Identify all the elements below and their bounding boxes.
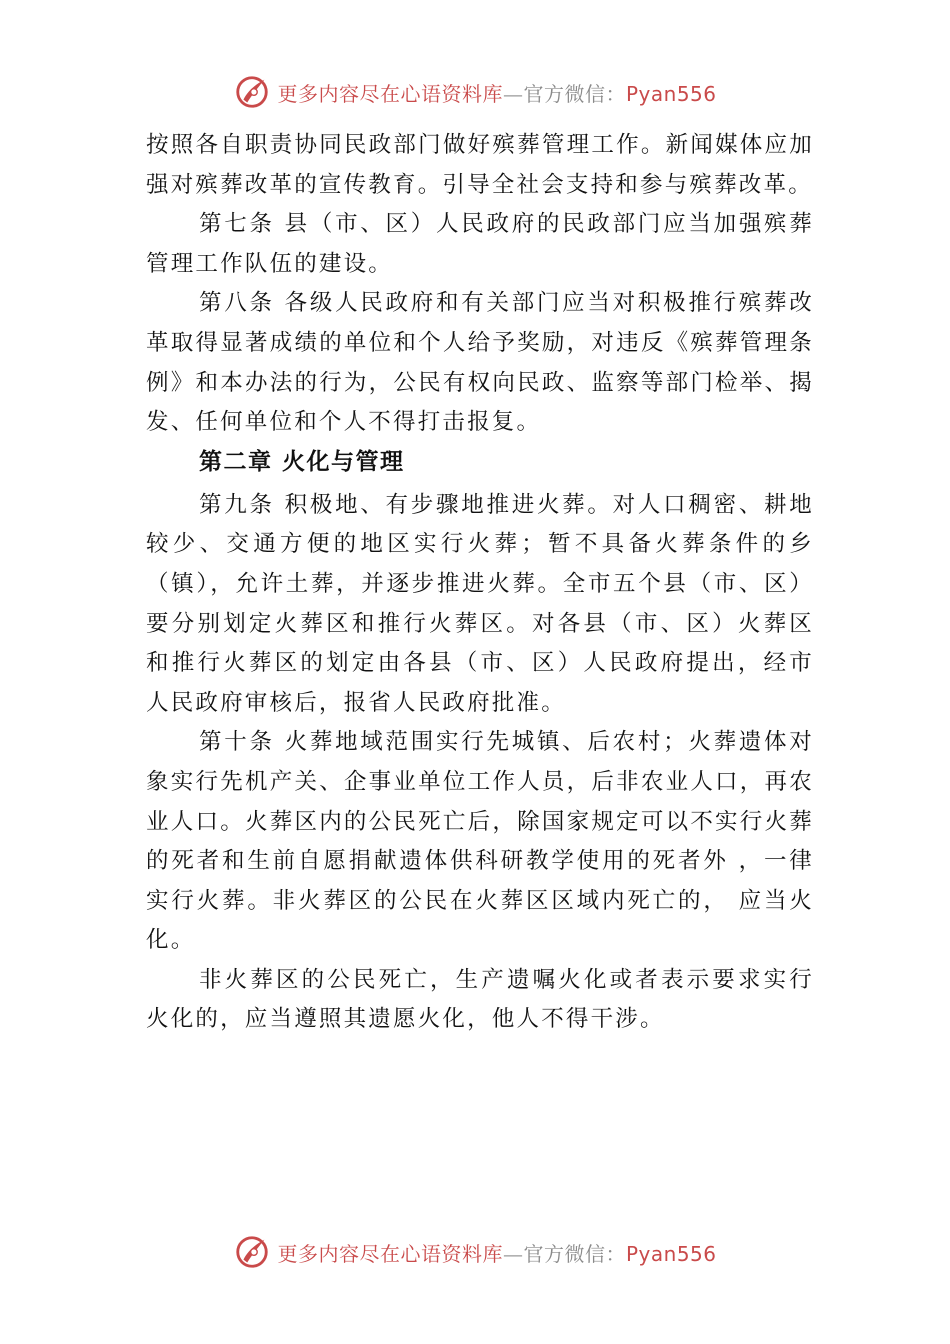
watermark-wechat-id: Pyan556 bbox=[625, 1241, 717, 1266]
watermark-separator: — bbox=[502, 81, 524, 106]
article-8: 第八条 各级人民政府和有关部门应当对积极推行殡葬改革取得显著成绩的单位和个人给予奖励，对违反《殡葬管理条例》和本办法的行为，公民有权向民政、监察等部门检举、揭发、任何单位和个人不得打击报复。 bbox=[146, 290, 814, 436]
chapter-2-title: 第二章 火化与管理 bbox=[199, 448, 405, 475]
watermark-main: 更多内容尽在心语资料库 bbox=[277, 81, 503, 106]
brush-logo-icon bbox=[233, 1233, 271, 1271]
article-10-paragraph-2: 非火葬区的公民死亡，生产遗嘱火化或者表示要求实行火化的，应当遵照其遗愿火化，他人不得干涉。 bbox=[146, 966, 814, 1033]
watermark-separator: — bbox=[502, 1241, 524, 1266]
watermark-main: 更多内容尽在心语资料库 bbox=[277, 1241, 503, 1266]
watermark-text bbox=[277, 78, 716, 107]
article-10: 第十条 火葬地域范围实行先城镇、后农村；火葬遗体对象实行先机产关、企事业单位工作人员，后非农业人口，再农业人口。火葬区内的公民死亡后，除国家规定可以不实行火葬的死者和生前自愿捐献遗体供科研教学使用的死者外 ，一律实行火葬。非火葬区的公民在火葬区区域内死亡的， 应当火化。 bbox=[146, 729, 814, 954]
article-9: 第九条 积极地、有步骤地推进火葬。对人口稠密、耕地较少、交通方便的地区实行火葬；暂不具备火葬条件的乡（镇），允许土葬，并逐步推进火葬。全市五个县（市、区） 要分别划定火葬区和推行火葬区。对各县（市、区）火葬区 和推行火葬区的划定由各县（市、区）人民政府提出，经市 人民政府审核后，报省人民政府批准。 bbox=[146, 491, 814, 716]
brush-logo-icon bbox=[233, 73, 271, 111]
watermark-label: 官方微信： bbox=[523, 1241, 626, 1266]
watermark-wechat-id: Pyan556 bbox=[625, 81, 717, 106]
document-body bbox=[146, 126, 814, 1040]
article-7: 第七条 县（市、区）人民政府的民政部门应当加强殡葬管理工作队伍的建设。 bbox=[146, 211, 814, 277]
watermark-text bbox=[277, 1238, 716, 1267]
continued-paragraph: 按照各自职责协同民政部门做好殡葬管理工作。新闻媒体应加强对殡葬改革的宣传教育。引导全社会支持和参与殡葬改革。 bbox=[146, 132, 814, 198]
watermark-label: 官方微信： bbox=[523, 81, 626, 106]
watermark-header bbox=[0, 70, 950, 114]
watermark-footer bbox=[0, 1230, 950, 1274]
